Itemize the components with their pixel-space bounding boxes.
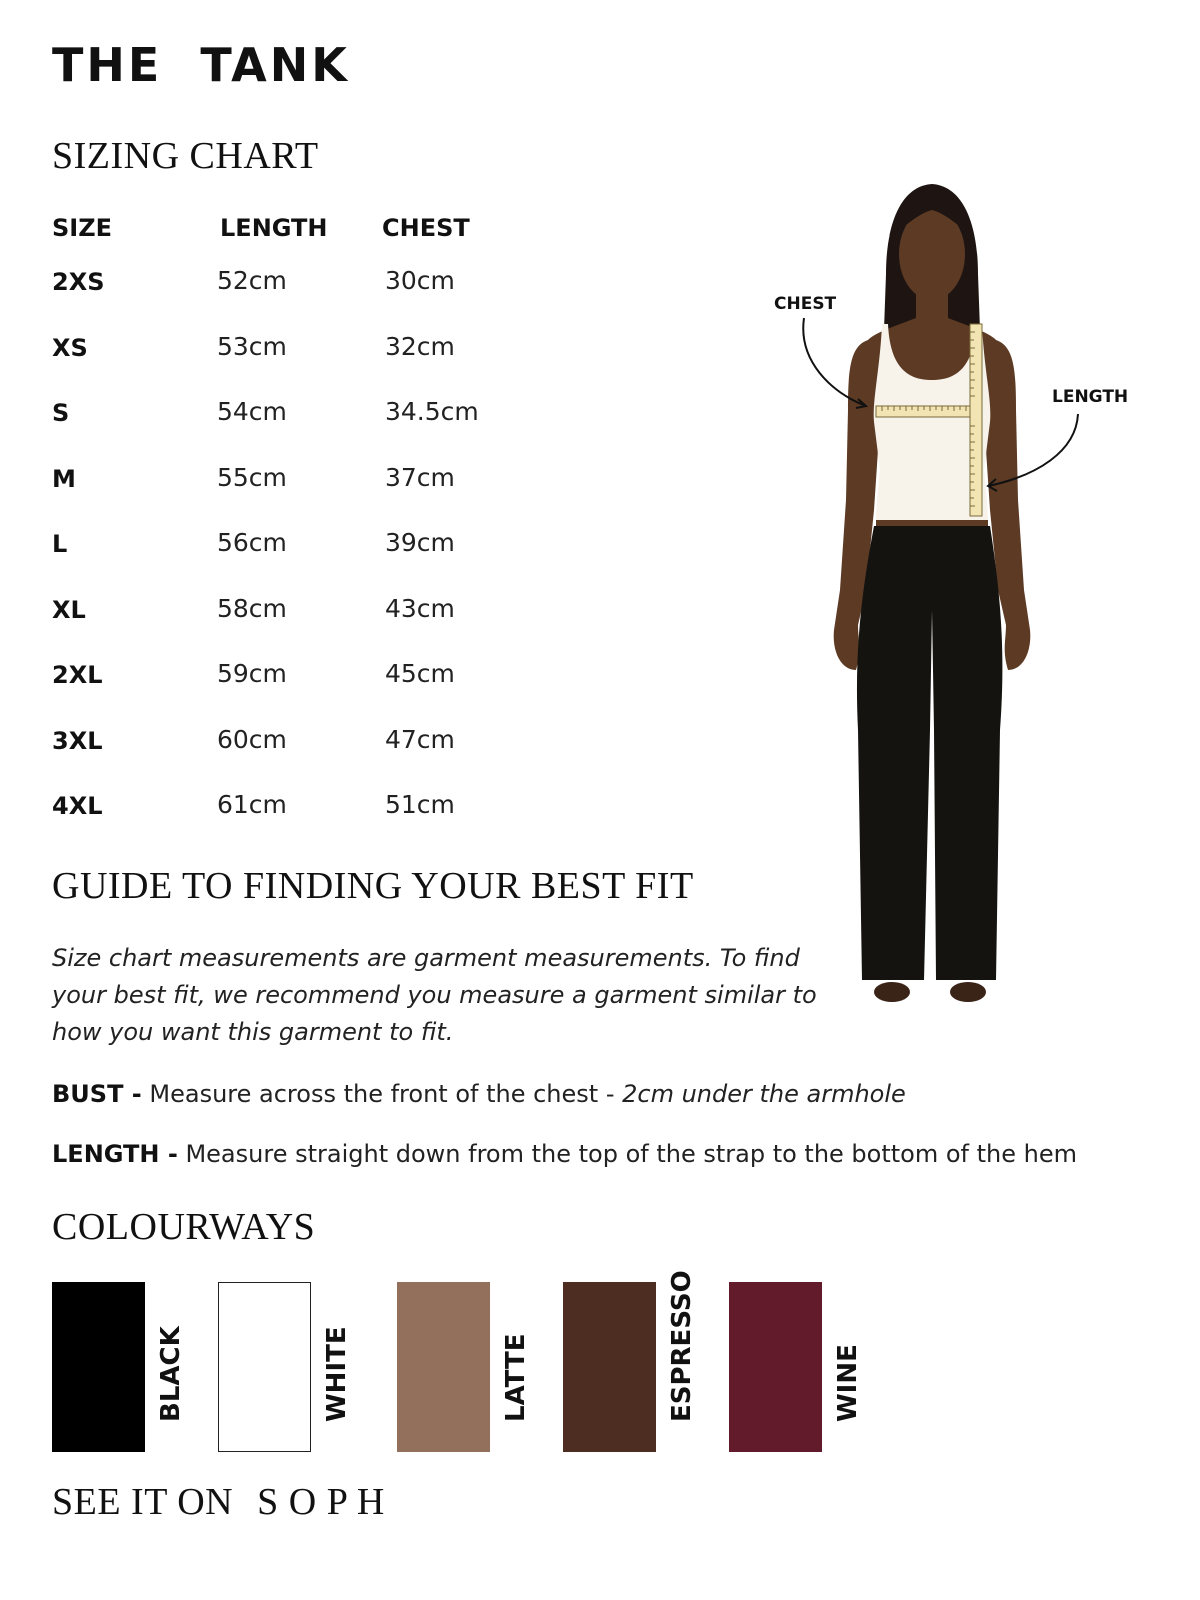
size-cell: 3XL [52,727,103,755]
size-cell: 2XS [52,268,105,296]
bust-text: Measure across the front of the chest - [141,1080,623,1108]
size-cell: 2XL [52,661,103,689]
chest-cell: 37cm [385,463,455,492]
size-cell: 4XL [52,792,103,820]
swatch-espresso[interactable] [563,1282,656,1452]
swatch-label-white: WHITE [322,1326,352,1422]
chest-cell: 47cm [385,725,455,754]
footer-text: SEE IT ON [52,1481,234,1523]
length-cell: 55cm [217,463,287,492]
chest-cell: 34.5cm [385,397,479,426]
length-cell: 52cm [217,266,287,295]
chest-callout-label: CHEST [774,294,837,314]
length-cell: 56cm [217,528,287,557]
bust-instruction [52,1080,906,1108]
swatch-label-wine: WINE [833,1344,863,1422]
size-cell: XS [52,334,88,362]
footer-cta[interactable] [52,1480,385,1524]
length-cell: 53cm [217,332,287,361]
length-text: Measure straight down from the top of the strap to the bottom of the hem [177,1140,1077,1168]
swatch-black[interactable] [52,1282,145,1452]
size-cell: XL [52,596,86,624]
length-cell: 54cm [217,397,287,426]
length-cell: 58cm [217,594,287,623]
length-cell: 59cm [217,659,287,688]
left-shoe [874,982,910,1002]
bust-label: BUST - [52,1080,142,1108]
guide-intro: Size chart measurements are garment measurements. To find your best fit, we recommend you measure a garment similar to how you want this garment to fit. [52,944,817,1046]
chest-cell: 45cm [385,659,455,688]
column-header-size: SIZE [52,214,113,242]
chest-cell: 32cm [385,332,455,361]
column-header-chest: CHEST [382,214,470,242]
length-label: LENGTH - [52,1140,178,1168]
length-cell: 61cm [217,790,287,819]
swatch-label-black: BLACK [156,1326,186,1422]
swatch-label-espresso: ESPRESSO [667,1270,697,1422]
sizing-chart-heading: SIZING CHART [52,135,319,177]
swatch-wine[interactable] [729,1282,822,1452]
length-cell: 60cm [217,725,287,754]
chest-cell: 51cm [385,790,455,819]
size-cell: L [52,530,68,558]
size-cell: S [52,399,70,427]
length-instruction [52,1140,1077,1168]
swatch-white[interactable] [218,1282,311,1452]
chest-cell: 43cm [385,594,455,623]
colourways-heading: COLOURWAYS [52,1206,316,1248]
size-cell: M [52,465,76,493]
swatch-latte[interactable] [397,1282,490,1452]
column-header-length: LENGTH [220,214,328,242]
chest-cell: 30cm [385,266,455,295]
model-figure [800,170,1200,1020]
length-tape [970,324,982,516]
brand-title: THE TANK [52,38,350,92]
footer-brand: S O P H [257,1481,385,1523]
swatch-label-latte: LATTE [501,1333,531,1422]
guide-heading: GUIDE TO FINDING YOUR BEST FIT [52,865,694,907]
right-shoe [950,982,986,1002]
chest-cell: 39cm [385,528,455,557]
pants [857,526,1002,980]
bust-emphasis: 2cm under the armhole [622,1080,906,1108]
length-callout-label: LENGTH [1052,387,1129,407]
